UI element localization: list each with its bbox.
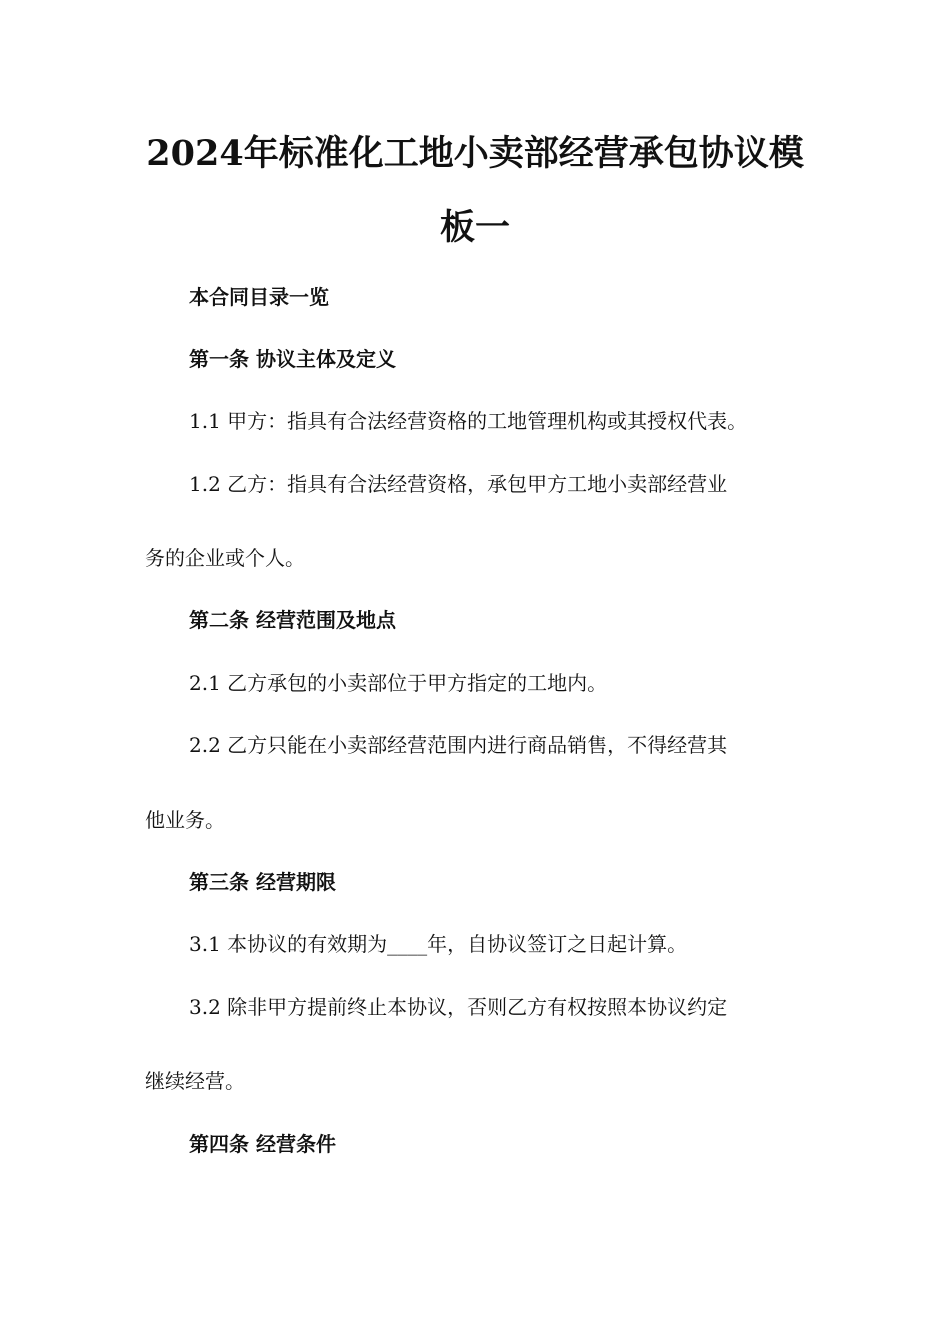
clause-1-1: 1.1 甲方：指具有合法经营资格的工地管理机构或其授权代表。: [189, 409, 748, 433]
article-1-heading: 第一条 协议主体及定义: [189, 347, 396, 371]
article-2-heading: 第二条 经营范围及地点: [189, 608, 396, 632]
clause-2-2-line-1: 2.2 乙方只能在小卖部经营范围内进行商品销售，不得经营其: [189, 733, 728, 757]
article-3-heading: 第三条 经营期限: [189, 870, 336, 894]
document-title-line-2: 板一: [439, 207, 510, 248]
clause-1-2-line-1: 1.2 乙方：指具有合法经营资格，承包甲方工地小卖部经营业: [189, 472, 728, 496]
clause-1-2-line-2: 务的企业或个人。: [145, 546, 305, 570]
clause-3-1: 3.1 本协议的有效期为____年，自协议签订之日起计算。: [189, 932, 688, 956]
clause-3-2-line-1: 3.2 除非甲方提前终止本协议，否则乙方有权按照本协议约定: [189, 995, 728, 1019]
clause-3-2-line-2: 继续经营。: [145, 1069, 245, 1093]
clause-2-1: 2.1 乙方承包的小卖部位于甲方指定的工地内。: [189, 671, 608, 695]
clause-2-2-line-2: 他业务。: [145, 808, 225, 832]
document-title-line-1: 2024年标准化工地小卖部经营承包协议模: [146, 133, 804, 174]
toc-heading: 本合同目录一览: [189, 285, 329, 309]
article-4-heading: 第四条 经营条件: [189, 1132, 336, 1156]
